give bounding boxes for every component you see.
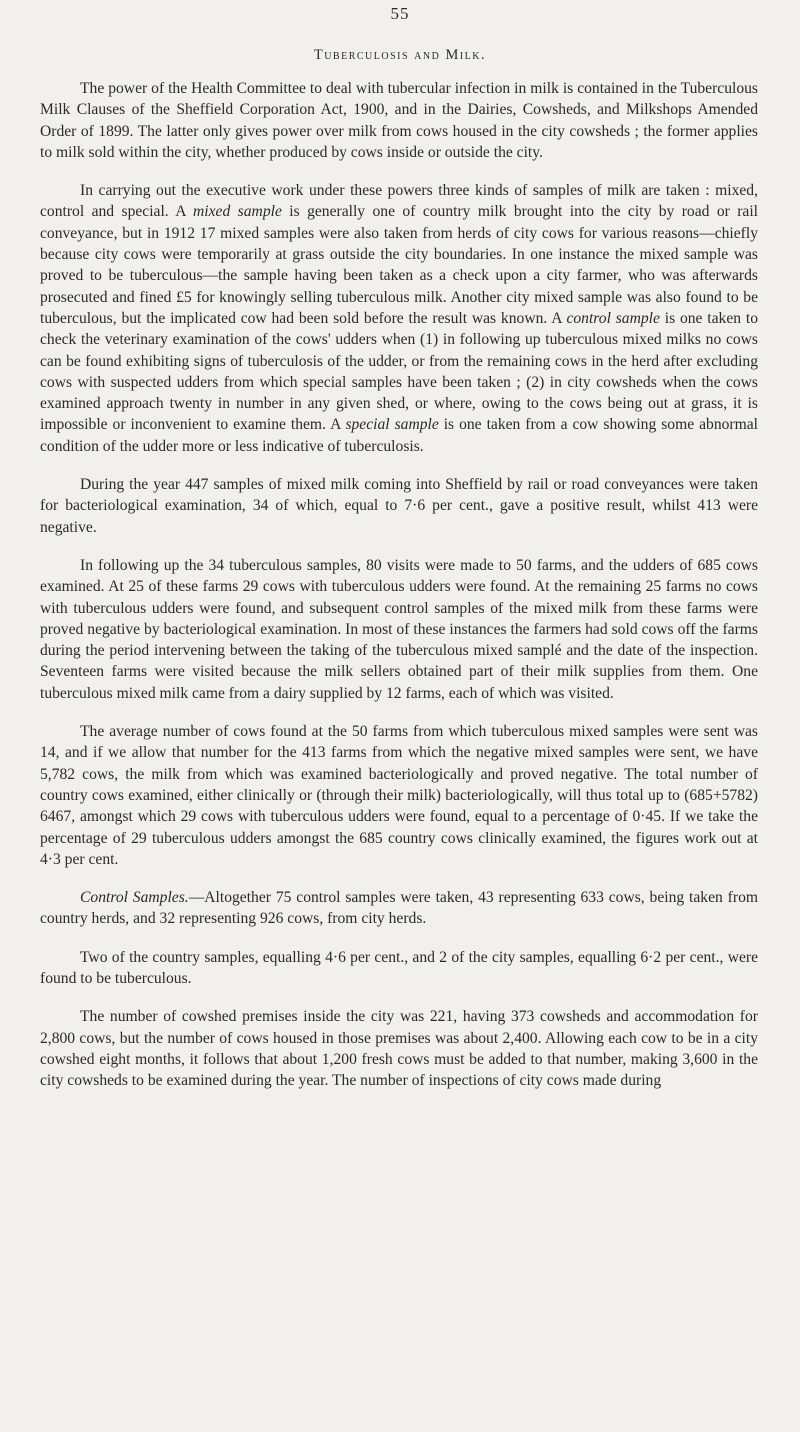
paragraph [40, 78, 758, 163]
paragraph-text: In following up the 34 tuberculous samples, 80 visits were made to 50 farms, and the udders of 685 cows examined. At 25 of these farms 29 cows with tuberculous udders were found. At the remaining 25 farms no cows with tuberculous udders were found, and subsequent control samples of the mixed milk from these farms were proved negative by bacteriological examination. In most of these instances the farmers had sold cows off the farms during the period intervening between the taking of the tuberculous mixed samplé and the date of the inspection. Seventeen farms were visited because the milk sellers obtained part of their milk supplies from them. One tuberculous mixed milk came from a dairy supplied by 12 farms, each of which was visited. [40, 556, 758, 702]
paragraph [40, 180, 758, 457]
paragraph [40, 721, 758, 870]
paragraph [40, 947, 758, 990]
paragraph-text: Two of the country samples, equalling 4·6 per cent., and 2 of the city samples, equalling 6·2 per cent., were found to be tuberculous. [40, 948, 758, 987]
italic-term: Control Samples. [80, 889, 189, 907]
paragraph-text: During the year 447 samples of mixed milk coming into Sheffield by rail or road conveyances were taken for bacteriological examination, 34 of which, equal to 7·6 per cent., gave a positive result, whilst 413 were negative. [40, 476, 758, 536]
paragraph [40, 474, 758, 538]
paragraph [40, 1006, 758, 1091]
paragraph-text: The number of cowshed premises inside the city was 221, having 373 cowsheds and accommodation for 2,800 cows, but the number of cows housed in those premises was about 2,400. Allowing each cow to be in a city cowshed eight months, it follows that about 1,200 fresh cows must be added to that number, making 3,600 in the city cowsheds to be examined during the year. The number of inspections of city cows made during [40, 1008, 758, 1090]
section-heading: Tuberculosis and Milk. [313, 47, 487, 63]
paragraph-text: In carrying out the executive work under these powers three kinds of samples of milk are taken : mixed, control and special. A [40, 182, 758, 221]
paragraph [40, 555, 758, 704]
italic-term: mixed sample [193, 203, 282, 221]
paragraph-text: is one taken to check the veterinary examination of the cows' udders when (1) in following up tuberculous mixed milks no cows can be found exhibiting signs of tuberculosis of the udder, or from the remaining cows in the herd after excluding cows with suspected udders from which special samples have been taken ; (2) in city cowsheds when the cows examined approach twenty in number in any given shed, or where, owing to the cows being out at grass, it is impossible or inconvenient to examine them. A [40, 309, 758, 434]
paragraph-text: The power of the Health Committee to deal with tubercular infection in milk is contained in the Tuberculous Milk Clauses of the Sheffield Corporation Act, 1900, and in the Dairies, Cowsheds, and Milkshops Amended Order of 1899. The latter only gives power over milk from cows housed in the city cowsheds ; the former applies to milk sold within the city, whether produced by cows inside or outside the city. [40, 80, 758, 161]
paragraph-text: —Altogether 75 control samples were taken, 43 representing 633 cows, being taken from country herds, and 32 representing 926 cows, from city herds. [40, 889, 758, 928]
italic-term: control sample [566, 309, 660, 327]
paragraph-text: is generally one of country milk brought into the city by road or rail conveyance, but in 1912 17 mixed samples were also taken from herds of city cows for various reasons—chiefly because city cows were temporarily at grass outside the city boundaries. In one instance the mixed sample was proved to be tuberculous—the sample having been taken as a check upon a city farmer, who was afterwards prosecuted and fined £5 for knowingly selling tuberculous milk. Another city mixed sample was also found to be tuberculous, but the implicated cow had been sold before the result was known. A [40, 203, 758, 327]
italic-term: special sample [345, 416, 439, 434]
paragraph-text: The average number of cows found at the 50 farms from which tuberculous mixed samples were sent was 14, and if we allow that number for the 413 farms from which the negative mixed samples were sent, we have 5,782 cows, the milk from which was examined bacteriologically and proved negative. The total number of country cows examined, either clinically or (through their milk) bacteriologically, will thus total up to (685+5782) 6467, amongst which 29 cows with tuberculous udders were found, equal to a percentage of 0·45. If we take the percentage of 29 tuberculous udders amongst the 685 country cows clinically examined, the figures work out at 4·3 per cent. [40, 723, 758, 868]
paragraph [40, 887, 758, 930]
paragraph-text: is one taken from a cow showing some abnormal condition of the udder more or less indicative of tuberculosis. [40, 416, 758, 455]
page-number: 55 [390, 4, 410, 23]
document-body [40, 78, 758, 1108]
